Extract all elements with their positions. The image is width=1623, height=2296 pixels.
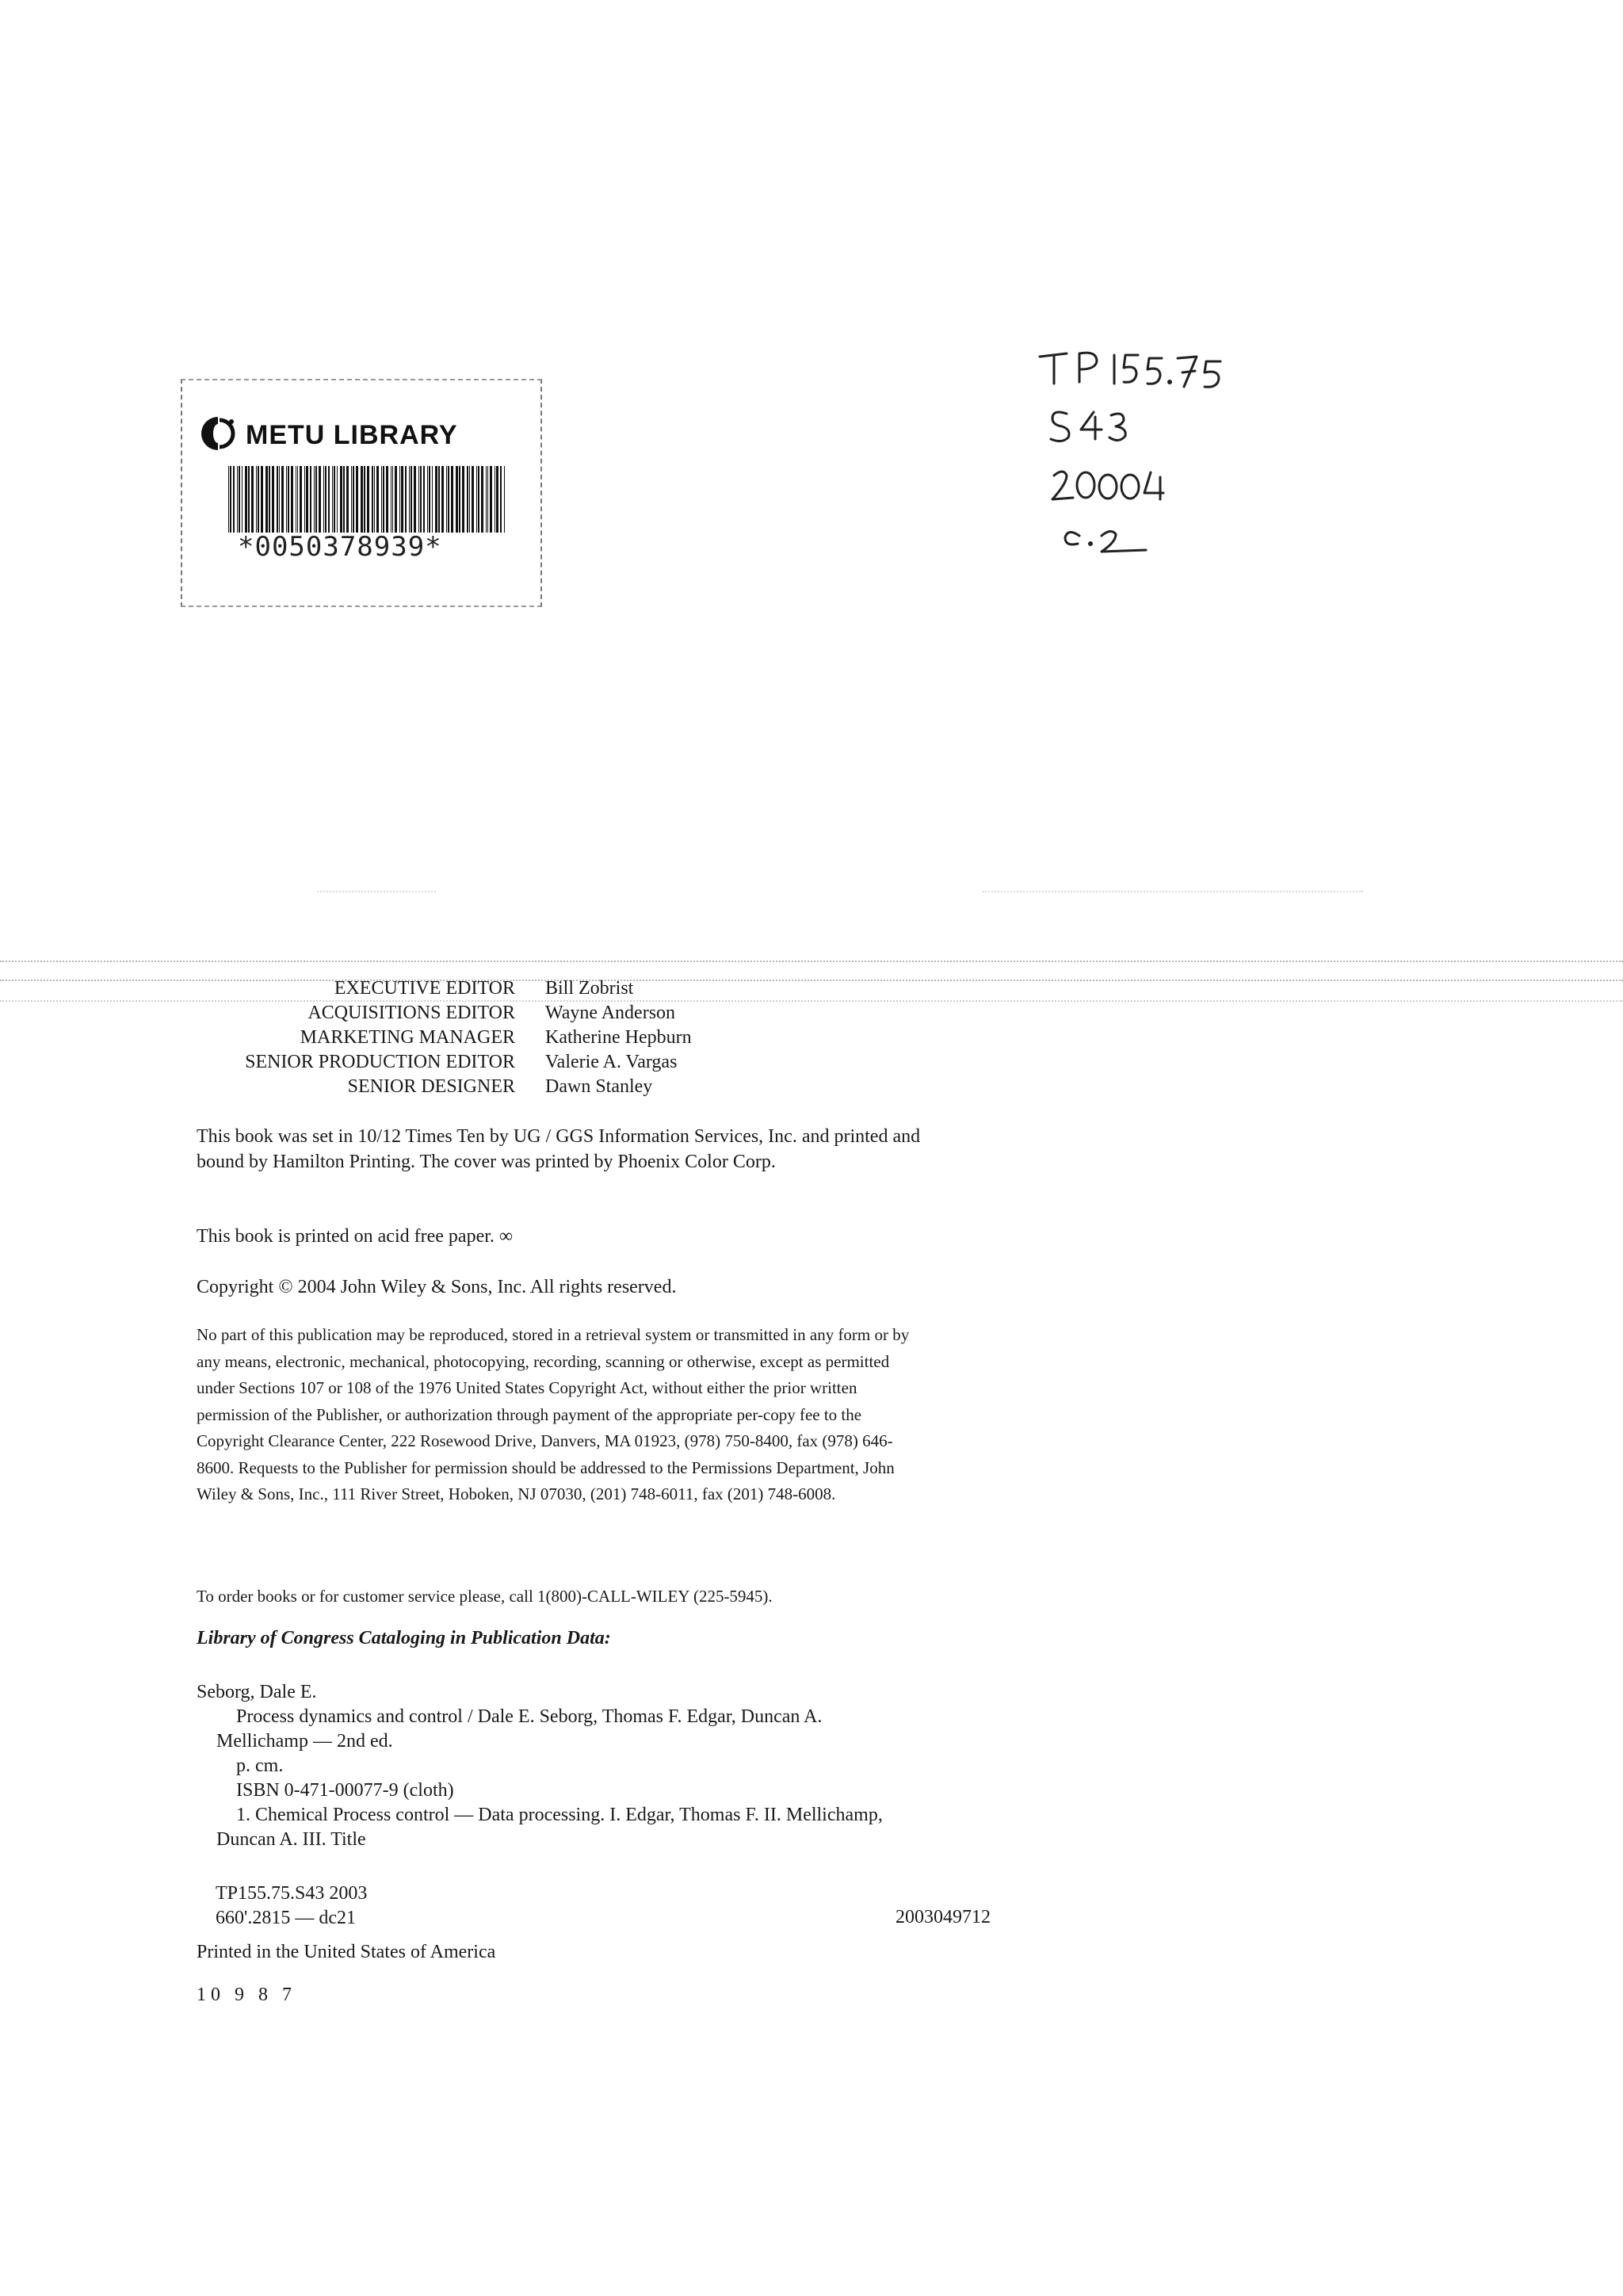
credit-role: SENIOR PRODUCTION EDITOR — [245, 1052, 515, 1072]
credit-row — [187, 1001, 692, 1026]
scan-dotted-line — [317, 891, 436, 892]
cip-author: Seborg, Dale E. — [197, 1682, 317, 1702]
lccn: 2003049712 — [896, 1907, 991, 1927]
credit-name: Katherine Hepburn — [545, 1027, 692, 1048]
typesetting-note: This book was set in 10/12 Times Ten by UG / GGS Information Services, Inc. and printed and bound by Hamilton Printing. The cover was printed by Phoenix Color Corp. — [197, 1126, 921, 1172]
credit-role: MARKETING MANAGER — [300, 1027, 515, 1048]
credit-name: Bill Zobrist — [545, 978, 634, 999]
library-name: METU LIBRARY — [246, 420, 458, 450]
credit-row — [187, 1050, 692, 1075]
credit-row — [187, 1026, 692, 1050]
cip-isbn: ISBN 0-471-00077-9 (cloth) — [236, 1780, 454, 1801]
credit-row — [187, 1075, 692, 1099]
credit-name: Valerie A. Vargas — [545, 1052, 678, 1072]
permissions-notice: No part of this publication may be reproduced, stored in a retrieval system or transmitted in any form or by any means, electronic, mechanical, photocopying, recording, scanning or otherwise, except as permitted under Sections 107 or 108 of the 1976 United States Copyright Act, without either the prior written permission of the Publisher, or authorization through payment of the appropriate per-copy fee to the Copyright Clearance Center, 222 Rosewood Drive, Danvers, MA 01923, (978) 750-8400, fax (978) 646-8600. Requests to the Publisher for permission should be addressed to the Permissions Department, John Wiley & Sons, Inc., 111 River Street, Hoboken, NJ 07030, (201) 748-6011, fax (201) 748-6008. — [197, 1325, 910, 1503]
credit-role: EXECUTIVE EDITOR — [334, 978, 515, 999]
cip-classification — [216, 1881, 367, 1931]
cip-data — [197, 1680, 1005, 1852]
printed-in: Printed in the United States of America — [197, 1942, 496, 1962]
cip-subjects: Duncan A. III. Title — [216, 1829, 366, 1850]
handwritten-call-number — [1035, 342, 1273, 564]
cip-subjects: 1. Chemical Process control — Data processing. I. Edgar, Thomas F. II. Mellichamp, — [236, 1805, 883, 1825]
library-logo-icon — [200, 415, 236, 452]
barcode — [228, 466, 506, 533]
scan-dotted-line — [0, 961, 1623, 962]
order-info: To order books or for customer service please, call 1(800)-CALL-WILEY (225-5945). — [197, 1587, 773, 1606]
library-barcode-label — [181, 379, 542, 607]
credit-name: Dawn Stanley — [545, 1076, 653, 1097]
credit-name: Wayne Anderson — [545, 1003, 676, 1023]
acid-free-paper-note: This book is printed on acid free paper. ∞ — [197, 1226, 513, 1247]
lc-cataloging-heading: Library of Congress Cataloging in Publication Data: — [197, 1628, 611, 1648]
credit-role: ACQUISITIONS EDITOR — [307, 1003, 515, 1023]
cip-title-line: Mellichamp — 2nd ed. — [216, 1731, 393, 1752]
barcode-number: *0050378939* — [238, 531, 442, 563]
credit-role: SENIOR DESIGNER — [347, 1076, 515, 1097]
dewey-number: 660'.2815 — dc21 — [216, 1908, 356, 1928]
cip-pages: p. cm. — [236, 1755, 284, 1776]
editorial-credits — [187, 976, 692, 1099]
scan-dotted-line — [983, 891, 1363, 892]
lc-class-number: TP155.75.S43 2003 — [216, 1883, 368, 1904]
print-line: 10 9 8 7 — [197, 1985, 296, 2005]
copyright-notice: Copyright © 2004 John Wiley & Sons, Inc. All rights reserved. — [197, 1277, 677, 1297]
credit-row — [187, 976, 692, 1001]
cip-title-line: Process dynamics and control / Dale E. Seborg, Thomas F. Edgar, Duncan A. — [236, 1706, 823, 1727]
